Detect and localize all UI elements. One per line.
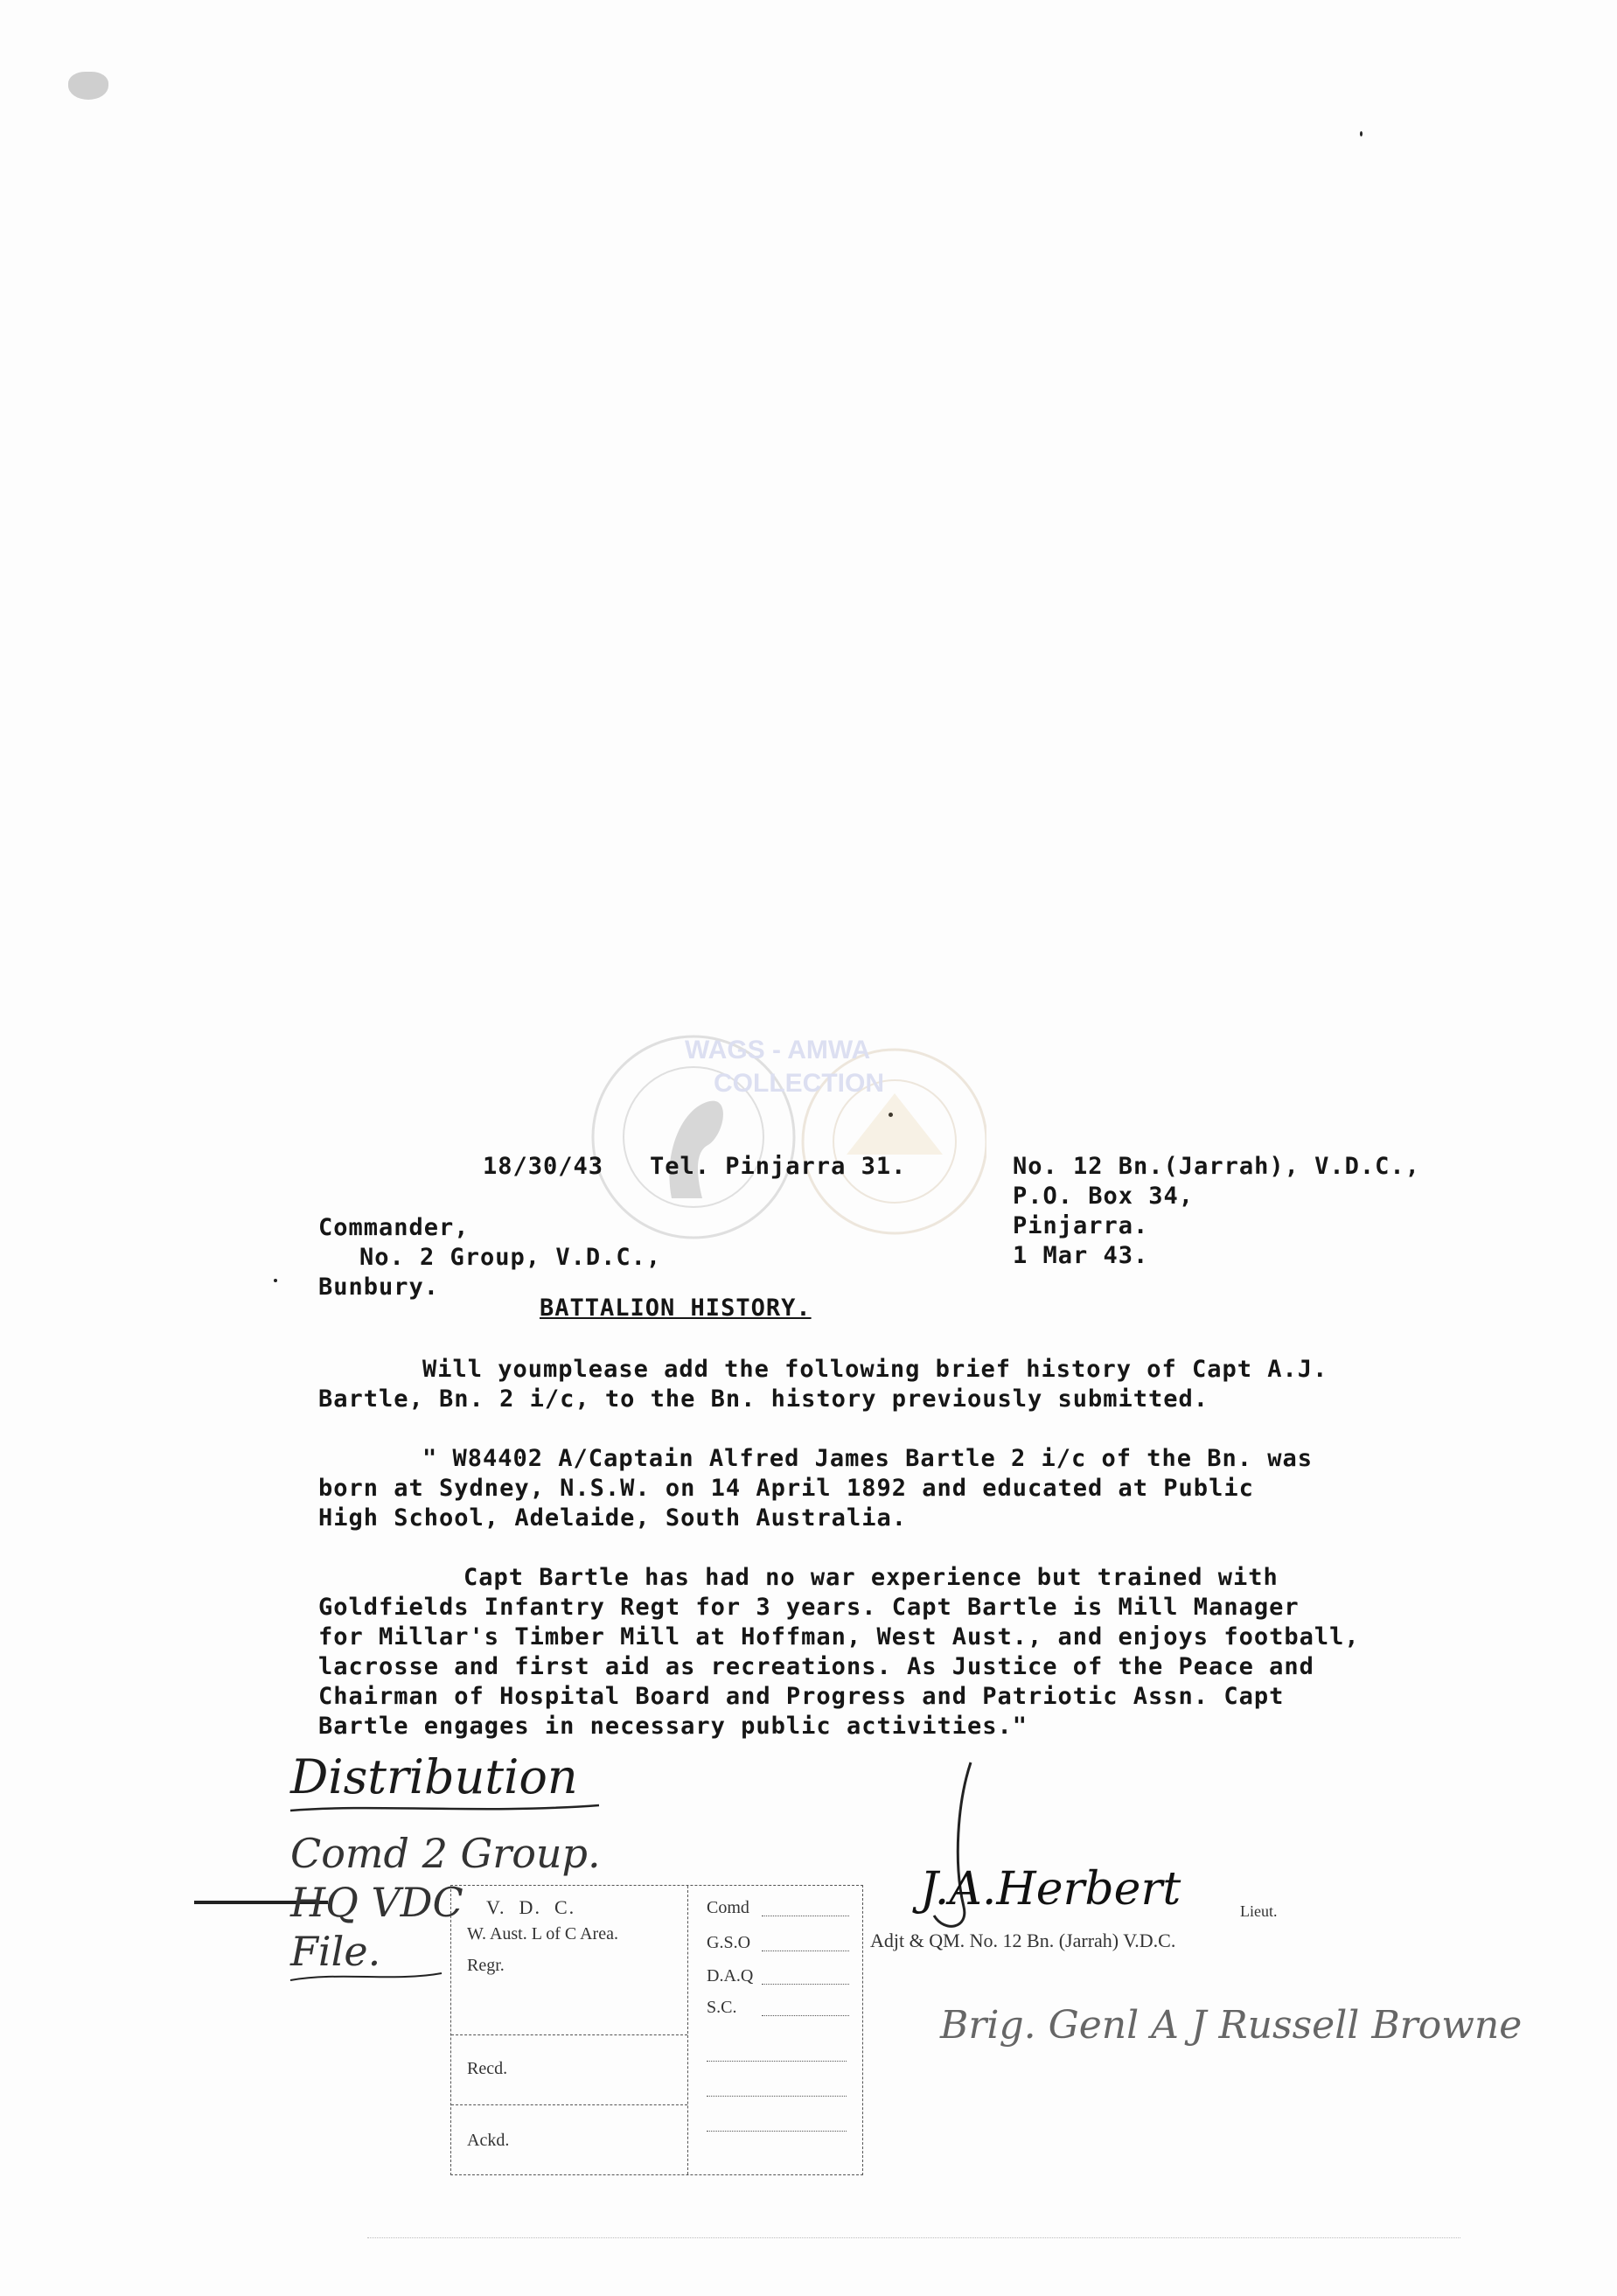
recipient-line: Commander, [318, 1214, 470, 1241]
stamp-recd: Recd. [467, 2059, 508, 2078]
paragraph-line: born at Sydney, N.S.W. on 14 April 1892 and educated at Public [318, 1475, 1254, 1502]
paragraph-line: " W84402 A/Captain Alfred James Bartle 2 i/c of the Bn. was [422, 1445, 1314, 1472]
signature-rank: Lieut. [1240, 1902, 1278, 1920]
pencil-annotation: Brig. Genl A J Russell Browne [940, 2003, 1523, 2048]
stamp-field-daq: D.A.Q [707, 1966, 754, 1985]
sender-line: Pinjarra. [1013, 1212, 1149, 1239]
recipient-line: Bunbury. [318, 1274, 440, 1301]
subject-heading: BATTALION HISTORY. [540, 1295, 812, 1322]
scan-speck [274, 1279, 277, 1282]
stamp-divider [687, 1886, 688, 2174]
stamp-field-line [707, 2096, 847, 2097]
paragraph-line: for Millar's Timber Mill at Hoffman, West Aust., and enjoys football, [318, 1623, 1360, 1650]
paragraph-line: Capt Bartle has had no war experience but trained with [463, 1564, 1279, 1591]
scan-speck [1360, 131, 1363, 136]
stamp-rule [451, 2034, 687, 2035]
stamp-field-line [707, 2131, 847, 2132]
recipient-line: No. 2 Group, V.D.C., [359, 1244, 662, 1271]
letter-date: 1 Mar 43. [1013, 1242, 1149, 1269]
stamp-field-comd: Comd [707, 1898, 749, 1917]
stamp-area: W. Aust. L of C Area. [467, 1924, 618, 1944]
sender-line: P.O. Box 34, [1013, 1183, 1195, 1210]
paragraph-line: Bartle, Bn. 2 i/c, to the Bn. history previously submitted. [318, 1385, 1209, 1413]
stamp-field-line [762, 1984, 849, 1985]
paragraph-line: lacrosse and first aid as recreations. As Justice of the Peace and [318, 1653, 1314, 1680]
stamp-header: V. D. C. [486, 1896, 576, 1918]
paragraph-line: Bartle engages in necessary public activities." [318, 1713, 1028, 1740]
distribution-line: File. [290, 1928, 381, 1975]
paragraph-line: Will youmplease add the following brief history of Capt A.J. [422, 1356, 1328, 1383]
paragraph-line: Chairman of Hospital Board and Progress and Patriotic Assn. Capt [318, 1683, 1285, 1710]
collection-watermark [584, 1032, 986, 1260]
stamp-field-sc: S.C. [707, 1998, 737, 2017]
registry-stamp [450, 1885, 863, 2175]
stamp-ackd: Ackd. [467, 2131, 510, 2150]
telephone-line: Tel. Pinjarra 31. [650, 1153, 907, 1180]
paragraph-line: Goldfields Infantry Regt for 3 years. Capt Bartle is Mill Manager [318, 1594, 1300, 1621]
watermark-seal-icon [584, 1032, 986, 1260]
sender-line: No. 12 Bn.(Jarrah), V.D.C., [1013, 1153, 1420, 1180]
reference-number: 18/30/43 [483, 1153, 604, 1180]
watermark-line-1: WAGS - AMWA [685, 1036, 871, 1064]
scan-edge-line [367, 2237, 1460, 2238]
stamp-field-line [762, 2015, 849, 2016]
watermark-line-2: COLLECTION [714, 1069, 884, 1098]
distribution-line: HQ VDC [290, 1879, 463, 1926]
stamp-rule [451, 2104, 687, 2105]
stamp-field-gso: G.S.O [707, 1933, 751, 1952]
distribution-underline [289, 1800, 603, 1818]
paragraph-line: High School, Adelaide, South Australia. [318, 1504, 907, 1532]
stamp-regr: Regr. [467, 1956, 505, 1975]
scan-speck [68, 72, 108, 100]
distribution-heading: Distribution [290, 1749, 578, 1804]
handwritten-underline [289, 1968, 446, 1985]
signature-title: Adjt & QM. No. 12 Bn. (Jarrah) V.D.C. [870, 1930, 1176, 1951]
officer-signature: J.A.Herbert [920, 1863, 1181, 1916]
stamp-field-line [707, 2061, 847, 2062]
distribution-line: Comd 2 Group. [290, 1830, 601, 1877]
